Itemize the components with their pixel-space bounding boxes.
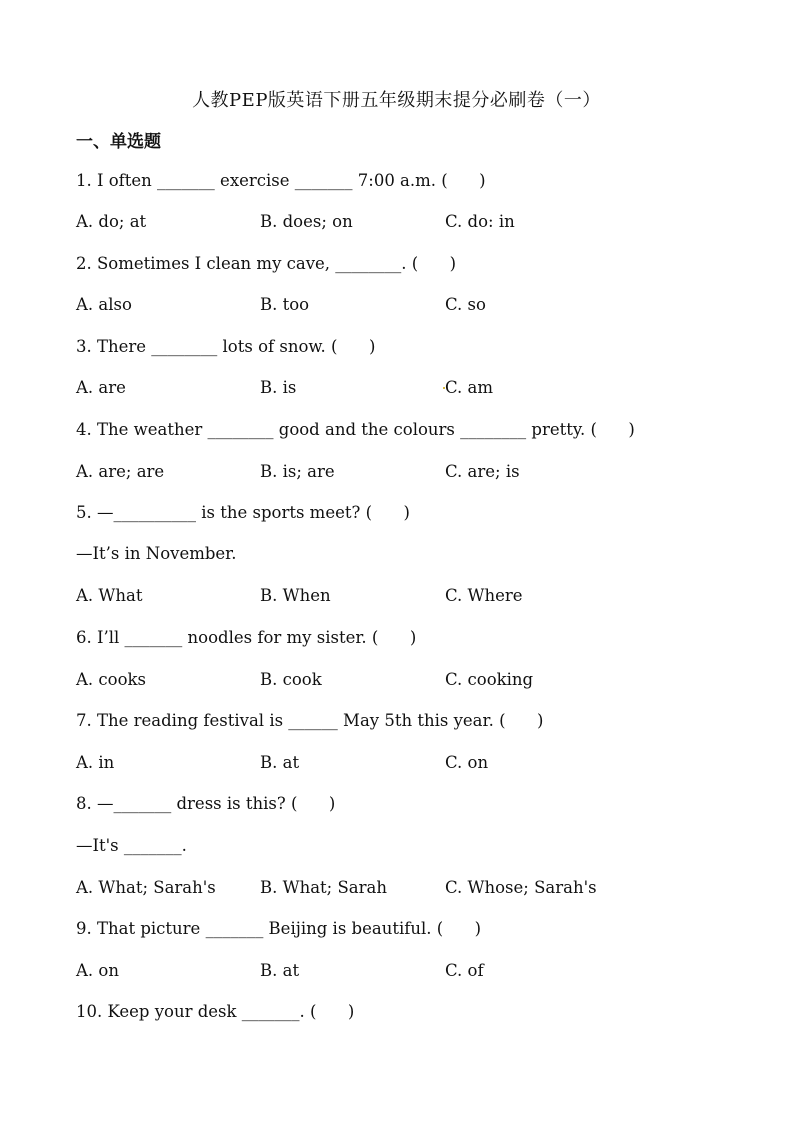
option-b: B. is [260, 378, 297, 397]
option-a: A. also [76, 295, 132, 314]
question-stem: 7. The reading festival is ______ May 5th this year. ( ) [76, 711, 544, 730]
option-a: A. What; Sarah's [76, 878, 216, 897]
question-stem: 8. —_______ dress is this? ( ) [76, 794, 336, 813]
option-b: B. at [260, 961, 300, 980]
option-b: B. does; on [260, 212, 353, 231]
option-a: A. cooks [76, 670, 146, 689]
section-heading: 一、单选题 [76, 132, 161, 152]
question-stem: 3. There ________ lots of snow. ( ) [76, 337, 376, 356]
option-b: B. at [260, 753, 300, 772]
option-b: B. is; are [260, 462, 335, 481]
question-stem: 9. That picture _______ Beijing is beautiful. ( ) [76, 919, 482, 938]
option-c: C. of [445, 961, 484, 980]
option-c: C. on [445, 753, 489, 772]
option-a: A. What [76, 586, 143, 605]
answer-line: —It's _______. [76, 836, 187, 855]
option-a: A. on [76, 961, 119, 980]
option-b: B. cook [260, 670, 322, 689]
option-a: A. do; at [76, 212, 147, 231]
option-b: B. When [260, 586, 331, 605]
option-a: A. are; are [76, 462, 165, 481]
option-c: C. so [445, 295, 486, 314]
stray-mark [443, 387, 445, 389]
question-stem: 5. —__________ is the sports meet? ( ) [76, 503, 410, 522]
option-c: C. Whose; Sarah's [445, 878, 597, 897]
question-stem: 1. I often _______ exercise _______ 7:00 a.m. ( ) [76, 171, 486, 190]
question-stem: 4. The weather ________ good and the colours ________ pretty. ( ) [76, 420, 635, 439]
option-b: B. What; Sarah [260, 878, 387, 897]
answer-line: —It’s in November. [76, 544, 237, 563]
question-stem: 10. Keep your desk _______. ( ) [76, 1002, 355, 1021]
page-title: 人教PEP版英语下册五年级期末提分必刷卷（一） [192, 90, 601, 111]
option-a: A. are [76, 378, 126, 397]
option-a: A. in [76, 753, 115, 772]
option-c: C. are; is [445, 462, 520, 481]
option-c: C. cooking [445, 670, 534, 689]
option-c: C. am [445, 378, 494, 397]
option-c: C. do: in [445, 212, 515, 231]
question-stem: 6. I’ll _______ noodles for my sister. ( ) [76, 628, 417, 647]
option-b: B. too [260, 295, 310, 314]
option-c: C. Where [445, 586, 523, 605]
question-stem: 2. Sometimes I clean my cave, ________. ( ) [76, 254, 457, 273]
